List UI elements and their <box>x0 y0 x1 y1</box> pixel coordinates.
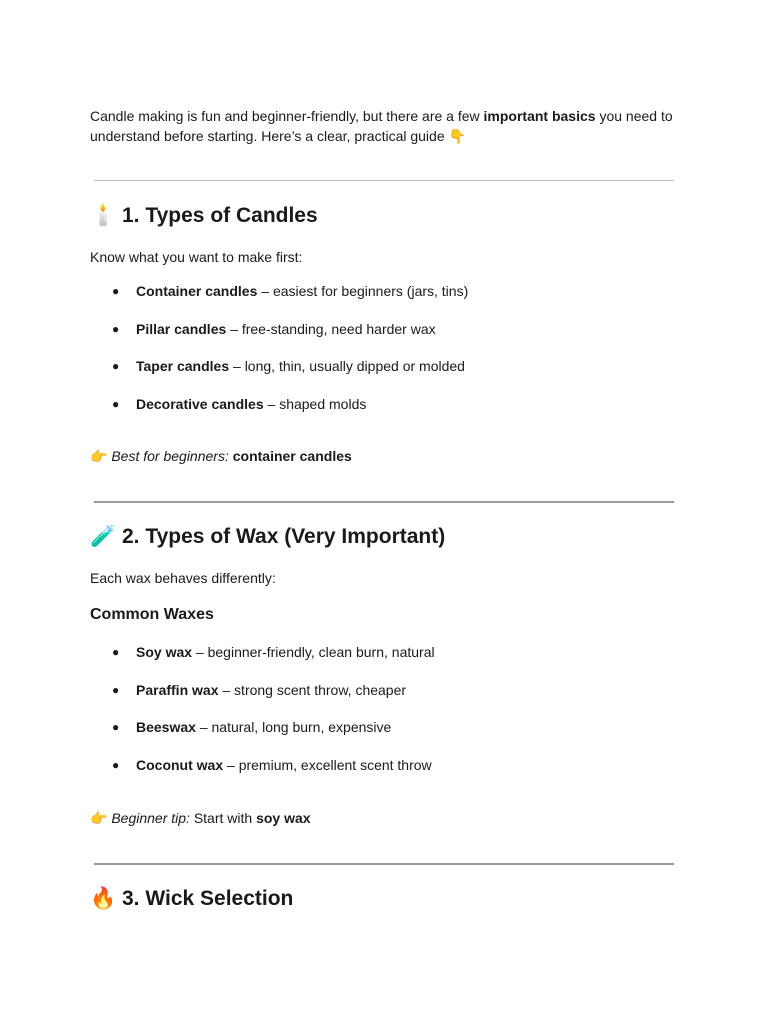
item-desc: – shaped molds <box>263 395 367 412</box>
section1-heading <box>90 202 318 230</box>
intro-paragraph <box>90 106 680 146</box>
candle-types-list <box>110 281 468 431</box>
section2-subheading: Common Waxes <box>90 606 214 623</box>
intro-bold: important basics <box>483 108 596 124</box>
item-desc: – free-standing, need harder wax <box>226 320 436 337</box>
section1-title: 1. Types of Candles <box>122 204 318 227</box>
tip-label: Best for beginners: <box>111 448 229 464</box>
section2-title: 2. Types of Wax (Very Important) <box>122 525 446 548</box>
section2-tip <box>90 808 311 828</box>
pointing-hand-icon: 👉 <box>90 810 108 826</box>
section1-tip <box>90 446 352 466</box>
tip-bold: container candles <box>232 448 352 464</box>
list-item <box>110 642 435 680</box>
test-tube-icon: 🧪 <box>90 525 117 548</box>
bullet-icon: ● <box>112 757 120 772</box>
item-term: Container candles <box>136 283 258 299</box>
section3-heading <box>90 885 293 913</box>
item-desc: – strong scent throw, cheaper <box>218 681 407 698</box>
wax-types-list <box>110 642 435 792</box>
candle-icon: 🕯️ <box>90 204 117 227</box>
section2-lead: Each wax behaves differently: <box>90 570 276 586</box>
item-term: Beeswax <box>136 719 196 735</box>
list-item <box>110 281 468 319</box>
divider-2 <box>94 501 674 503</box>
fire-icon: 🔥 <box>90 887 117 910</box>
list-item <box>110 755 435 793</box>
item-desc: – easiest for beginners (jars, tins) <box>257 283 469 299</box>
list-item <box>110 717 435 755</box>
item-term: Coconut wax <box>136 756 224 773</box>
list-item <box>110 356 468 394</box>
item-desc: – premium, excellent scent throw <box>223 756 432 773</box>
section3-title: 3. Wick Selection <box>122 887 294 910</box>
item-term: Pillar candles <box>136 320 227 337</box>
item-desc: – natural, long burn, expensive <box>195 719 392 735</box>
intro-text: Candle making is fun and beginner-friendly, but there are a few <box>90 108 484 124</box>
list-item <box>110 394 468 432</box>
pointing-hand-icon: 👉 <box>90 448 108 464</box>
divider-3 <box>94 863 674 865</box>
bullet-icon: ● <box>112 682 120 697</box>
intro-text-end: you need to understand before starting. Here’s a clear, practical guide 👇 <box>90 108 673 144</box>
item-term: Taper candles <box>136 358 230 374</box>
item-desc: – long, thin, usually dipped or molded <box>229 358 465 374</box>
divider-1 <box>94 180 674 181</box>
item-term: Decorative candles <box>136 395 264 412</box>
bullet-icon: ● <box>112 720 120 734</box>
bullet-icon: ● <box>112 359 120 373</box>
list-item <box>110 319 468 357</box>
item-term: Paraffin wax <box>136 681 219 698</box>
section2-heading <box>90 523 445 551</box>
bullet-icon: ● <box>112 645 120 659</box>
bullet-icon: ● <box>112 396 120 411</box>
item-desc: – beginner-friendly, clean burn, natural <box>192 644 435 660</box>
list-item <box>110 680 435 718</box>
section1-lead: Know what you want to make first: <box>90 249 303 265</box>
tip-label: Beginner tip: <box>111 810 190 826</box>
bullet-icon: ● <box>112 321 120 336</box>
item-term: Soy wax <box>136 644 193 660</box>
bullet-icon: ● <box>112 284 120 298</box>
tip-bold: soy wax <box>256 810 311 826</box>
tip-text: Start with <box>189 810 257 826</box>
